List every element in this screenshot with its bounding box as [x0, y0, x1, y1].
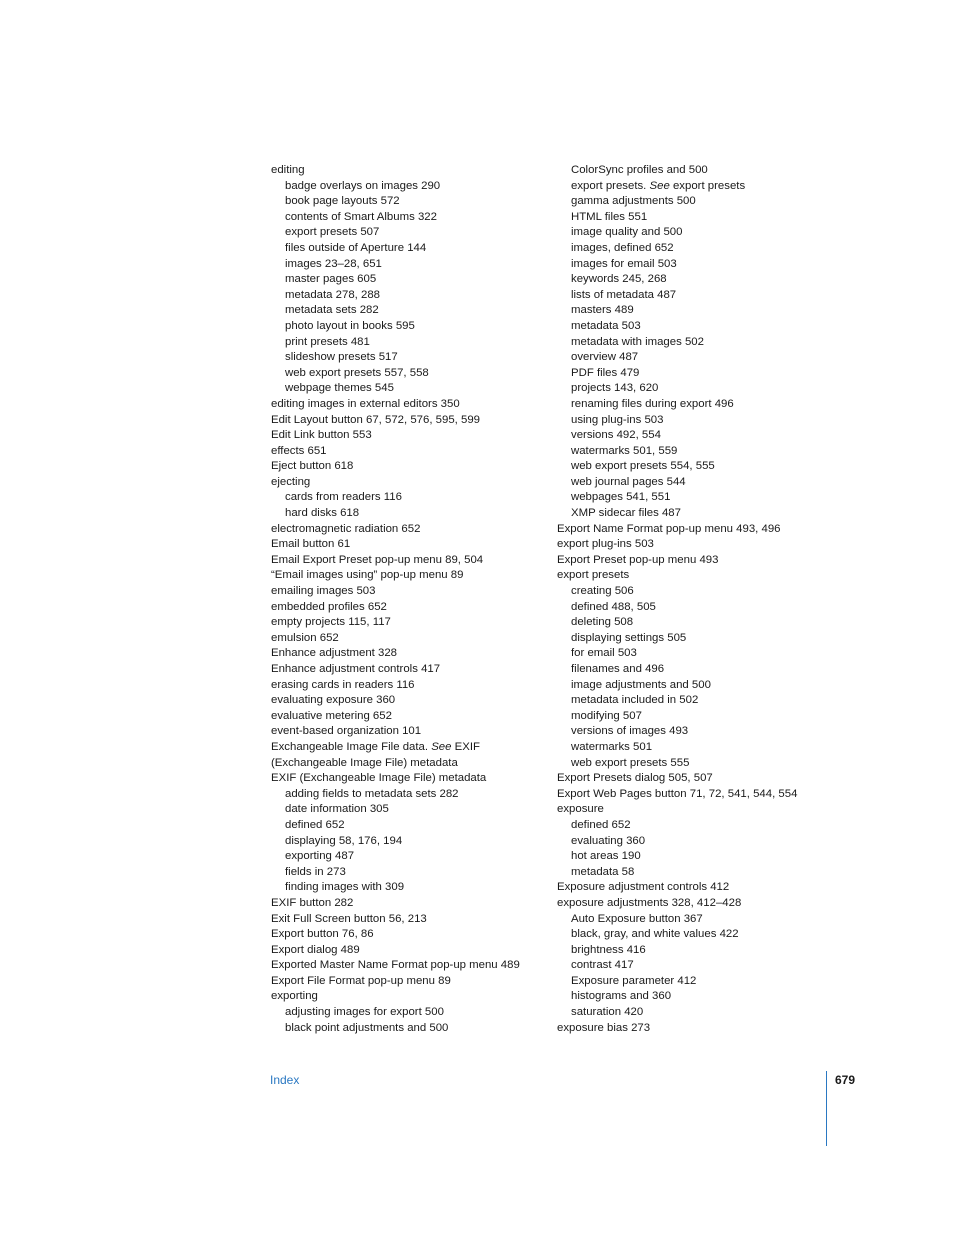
index-subentry: [557, 709, 847, 725]
index-entry: [271, 662, 546, 678]
entry-text: embedded profiles 652: [271, 600, 387, 613]
entry-text: evaluative metering 652: [271, 709, 392, 722]
entry-text: metadata sets 282: [285, 304, 379, 317]
entry-text: masters 489: [571, 304, 634, 317]
entry-text: exposure: [557, 803, 604, 816]
entry-text: event-based organization 101: [271, 725, 422, 738]
entry-text: export presets 507: [285, 226, 380, 239]
index-subentry: [557, 615, 847, 631]
entry-text: Export Web Pages button 71, 72, 541, 544, 554: [557, 787, 798, 800]
entry-text: HTML files 551: [571, 210, 648, 223]
index-subentry: [271, 865, 546, 881]
entry-text: overview 487: [571, 351, 639, 364]
index-entry: [271, 896, 546, 912]
entry-text: evaluating exposure 360: [271, 694, 396, 707]
index-subentry: [557, 319, 847, 335]
entry-text: book page layouts 572: [285, 195, 400, 208]
index-entry: [271, 600, 546, 616]
entry-text: Enhance adjustment 328: [271, 647, 398, 660]
index-subentry: [271, 818, 546, 834]
entry-text: Email Export Preset pop-up menu 89, 504: [271, 553, 484, 566]
index-subentry: [557, 428, 847, 444]
index-subentry: [557, 241, 847, 257]
index-subentry: [557, 646, 847, 662]
entry-text: fields in 273: [285, 865, 346, 878]
index-subentry: [557, 397, 847, 413]
entry-text: contrast 417: [571, 959, 634, 972]
entry-text: exporting 487: [285, 850, 355, 863]
index-subentry: [271, 787, 546, 803]
see-target: EXIF: [451, 740, 480, 753]
entry-text: image adjustments and 500: [571, 678, 711, 691]
entry-text: Export Presets dialog 505, 507: [557, 772, 713, 785]
page-number: 679: [835, 1073, 856, 1087]
index-subentry: [557, 381, 847, 397]
index-entry: [271, 163, 546, 179]
index-subentry: [557, 475, 847, 491]
index-subentry: [271, 834, 546, 850]
index-subentry: [271, 288, 546, 304]
entry-text: exporting: [271, 990, 318, 1003]
index-entry: [271, 413, 546, 429]
entry-text: Edit Layout button 67, 572, 576, 595, 599: [271, 413, 480, 426]
entry-text: Edit Link button 553: [271, 429, 372, 442]
index-subentry: [557, 958, 847, 974]
index-subentry: [557, 693, 847, 709]
entry-text: empty projects 115, 117: [271, 616, 391, 629]
entry-text: Export Name Format pop-up menu 493, 496: [557, 522, 781, 535]
entry-text: Eject button 618: [271, 460, 354, 473]
entry-text: Export Preset pop-up menu 493: [557, 553, 719, 566]
index-subentry: [557, 459, 847, 475]
index-subentry: [557, 210, 847, 226]
index-subentry: [271, 272, 546, 288]
entry-text: gamma adjustments 500: [571, 195, 696, 208]
entry-text: deleting 508: [571, 616, 634, 629]
see-reference: See: [431, 740, 452, 753]
entry-text: finding images with 309: [285, 881, 405, 894]
entry-text: date information 305: [285, 803, 389, 816]
entry-text: images 23–28, 651: [285, 257, 382, 270]
index-subentry: [557, 678, 847, 694]
entry-text: emailing images 503: [271, 585, 376, 598]
index-entry: [271, 553, 546, 569]
entry-text: EXIF button 282: [271, 896, 354, 909]
index-entry: [271, 646, 546, 662]
entry-text: editing images in external editors 350: [271, 397, 460, 410]
entry-text: web journal pages 544: [571, 475, 686, 488]
index-entry: [271, 943, 546, 959]
entry-text: Exposure parameter 412: [571, 974, 697, 987]
entry-text: web export presets 554, 555: [571, 460, 715, 473]
index-entry: [271, 428, 546, 444]
entry-text: EXIF (Exchangeable Image File) metadata: [271, 772, 487, 785]
entry-text: exposure adjustments 328, 412–428: [557, 896, 742, 909]
entry-text: Enhance adjustment controls 417: [271, 663, 441, 675]
entry-text: files outside of Aperture 144: [285, 241, 427, 254]
index-subentry: [271, 802, 546, 818]
entry-text: export plug-ins 503: [557, 538, 654, 551]
entry-text: Exit Full Screen button 56, 213: [271, 912, 427, 925]
index-entry: [557, 771, 847, 787]
index-subentry: [557, 350, 847, 366]
entry-text: Auto Exposure button 367: [571, 912, 703, 925]
entry-text: metadata with images 502: [571, 335, 704, 348]
entry-text: erasing cards in readers 116: [271, 678, 415, 691]
index-subentry: [271, 303, 546, 319]
entry-text: saturation 420: [571, 1006, 644, 1019]
entry-text: hot areas 190: [571, 850, 641, 863]
entry-text: defined 652: [285, 818, 345, 831]
index-entry: [557, 896, 847, 912]
entry-text: Exchangeable Image File data.: [271, 740, 432, 753]
index-subentry: [557, 225, 847, 241]
entry-text: webpages 541, 551: [571, 491, 671, 504]
footer-divider: [826, 1071, 827, 1146]
entry-text: defined 488, 505: [571, 600, 656, 613]
index-entry: [271, 584, 546, 600]
entry-text: badge overlays on images 290: [285, 179, 441, 192]
index-entry: [271, 537, 546, 553]
entry-text: image quality and 500: [571, 226, 683, 239]
index-subentry: [557, 600, 847, 616]
entry-text: photo layout in books 595: [285, 319, 415, 332]
entry-text: exposure bias 273: [557, 1021, 651, 1034]
entry-text: brightness 416: [571, 943, 646, 956]
entry-text: Exposure adjustment controls 412: [557, 881, 730, 894]
index-subentry: [557, 849, 847, 865]
entry-text: metadata included in 502: [571, 694, 699, 707]
index-entry: [271, 771, 546, 787]
entry-text: webpage themes 545: [285, 382, 394, 395]
see-reference: See: [649, 179, 670, 192]
index-subentry: [557, 288, 847, 304]
index-subentry: [557, 834, 847, 850]
index-subentry: [557, 194, 847, 210]
entry-text: metadata 503: [571, 319, 641, 332]
index-subentry: [557, 974, 847, 990]
entry-text: cards from readers 116: [285, 491, 402, 504]
entry-text: displaying settings 505: [571, 631, 687, 644]
entry-text: metadata 278, 288: [285, 288, 380, 301]
entry-text: modifying 507: [571, 709, 642, 722]
index-subentry: [557, 272, 847, 288]
footer-section-label: Index: [270, 1073, 300, 1087]
index-entry: [557, 522, 847, 538]
index-subentry: [271, 381, 546, 397]
index-subentry: [271, 366, 546, 382]
index-subentry: [557, 163, 847, 179]
index-subentry: [271, 179, 546, 195]
index-entry: [557, 787, 847, 803]
entry-text: Exported Master Name Format pop-up menu 489: [271, 959, 520, 972]
index-entry: [557, 880, 847, 896]
index-entry: [271, 522, 546, 538]
entry-text: XMP sidecar files 487: [571, 507, 681, 520]
index-subentry: [271, 849, 546, 865]
index-subentry: [271, 194, 546, 210]
index-subentry: [557, 303, 847, 319]
entry-text: slideshow presets 517: [285, 351, 398, 364]
entry-text: web export presets 555: [571, 756, 690, 769]
entry-text: adding fields to metadata sets 282: [285, 787, 459, 800]
index-subentry: [557, 366, 847, 382]
entry-text: using plug-ins 503: [571, 413, 664, 426]
entry-text: projects 143, 620: [571, 382, 659, 395]
index-subentry: [271, 1021, 546, 1037]
index-subentry: [557, 740, 847, 756]
index-entry: [271, 724, 546, 740]
entry-text: histograms and 360: [571, 990, 672, 1003]
index-subentry: [271, 350, 546, 366]
entry-text: watermarks 501: [571, 740, 653, 753]
index-entry: [271, 958, 546, 974]
entry-text: versions 492, 554: [571, 429, 661, 442]
index-subentry: [557, 584, 847, 600]
entry-text: keywords 245, 268: [571, 273, 667, 286]
index-subentry: [557, 662, 847, 678]
index-entry: [271, 615, 546, 631]
index-entry: [557, 568, 847, 584]
entry-text: displaying 58, 176, 194: [285, 834, 403, 847]
entry-text: web export presets 557, 558: [285, 366, 429, 379]
entry-text: creating 506: [571, 585, 634, 598]
index-subentry: [271, 241, 546, 257]
index-subentry: [557, 179, 847, 195]
index-entry: [271, 912, 546, 928]
entry-text: metadata 58: [571, 865, 635, 878]
index-subentry: [557, 631, 847, 647]
entry-text: export presets: [557, 569, 630, 582]
entry-text: Email button 61: [271, 538, 351, 551]
see-target: export presets: [669, 179, 746, 192]
entry-text: for email 503: [571, 647, 637, 660]
index-entry: [271, 974, 546, 990]
index-entry: [271, 693, 546, 709]
entry-text: Export File Format pop-up menu 89: [271, 974, 451, 987]
index-entry: [271, 989, 546, 1005]
entry-text: images for email 503: [571, 257, 677, 270]
index-subentry: [271, 506, 546, 522]
index-entry: [271, 756, 546, 772]
index-subentry: [271, 490, 546, 506]
index-subentry: [271, 319, 546, 335]
entry-text: PDF files 479: [571, 366, 640, 379]
index-subentry: [557, 756, 847, 772]
index-subentry: [557, 912, 847, 928]
entry-text: effects 651: [271, 444, 327, 457]
entry-text: contents of Smart Albums 322: [285, 210, 437, 223]
index-entry: [557, 802, 847, 818]
index-subentry: [271, 880, 546, 896]
index-subentry: [271, 210, 546, 226]
index-entry: [557, 1021, 847, 1037]
entry-text: lists of metadata 487: [571, 288, 677, 301]
entry-text: ColorSync profiles and 500: [571, 164, 708, 176]
index-subentry: [557, 444, 847, 460]
index-subentry: [271, 225, 546, 241]
index-entry: [271, 740, 546, 756]
entry-text: filenames and 496: [571, 663, 665, 675]
index-entry: [271, 568, 546, 584]
index-subentry: [271, 335, 546, 351]
index-entry: [557, 537, 847, 553]
entry-text: (Exchangeable Image File) metadata: [271, 756, 458, 769]
entry-text: images, defined 652: [571, 241, 674, 254]
index-subentry: [557, 1005, 847, 1021]
index-entry: [271, 709, 546, 725]
index-subentry: [557, 413, 847, 429]
index-entry: [557, 553, 847, 569]
index-entry: [271, 631, 546, 647]
index-column-left: [271, 163, 546, 1036]
index-subentry: [557, 506, 847, 522]
entry-text: black, gray, and white values 422: [571, 928, 739, 941]
index-subentry: [271, 257, 546, 273]
entry-text: master pages 605: [285, 273, 377, 286]
entry-text: defined 652: [571, 818, 631, 831]
index-subentry: [557, 257, 847, 273]
index-entry: [271, 444, 546, 460]
index-subentry: [271, 1005, 546, 1021]
index-entry: [271, 678, 546, 694]
index-entry: [271, 475, 546, 491]
entry-text: Export dialog 489: [271, 943, 360, 956]
entry-text: hard disks 618: [285, 507, 360, 520]
entry-text: ejecting: [271, 475, 311, 488]
entry-text: adjusting images for export 500: [285, 1006, 444, 1019]
index-column-right: [557, 163, 847, 1036]
entry-text: editing: [271, 164, 305, 176]
entry-text: renaming files during export 496: [571, 397, 734, 410]
entry-text: Export button 76, 86: [271, 928, 374, 941]
entry-text: export presets.: [571, 179, 650, 192]
index-subentry: [557, 724, 847, 740]
entry-text: electromagnetic radiation 652: [271, 522, 421, 535]
entry-text: watermarks 501, 559: [571, 444, 678, 457]
index-entry: [271, 927, 546, 943]
index-subentry: [557, 865, 847, 881]
entry-text: emulsion 652: [271, 631, 339, 644]
index-subentry: [557, 943, 847, 959]
index-subentry: [557, 490, 847, 506]
index-entry: [271, 459, 546, 475]
index-subentry: [557, 927, 847, 943]
entry-text: print presets 481: [285, 335, 370, 348]
index-subentry: [557, 989, 847, 1005]
entry-text: black point adjustments and 500: [285, 1021, 449, 1034]
entry-text: evaluating 360: [571, 834, 646, 847]
entry-text: versions of images 493: [571, 725, 689, 738]
index-subentry: [557, 818, 847, 834]
index-entry: [271, 397, 546, 413]
index-subentry: [557, 335, 847, 351]
entry-text: “Email images using” pop-up menu 89: [271, 569, 464, 582]
